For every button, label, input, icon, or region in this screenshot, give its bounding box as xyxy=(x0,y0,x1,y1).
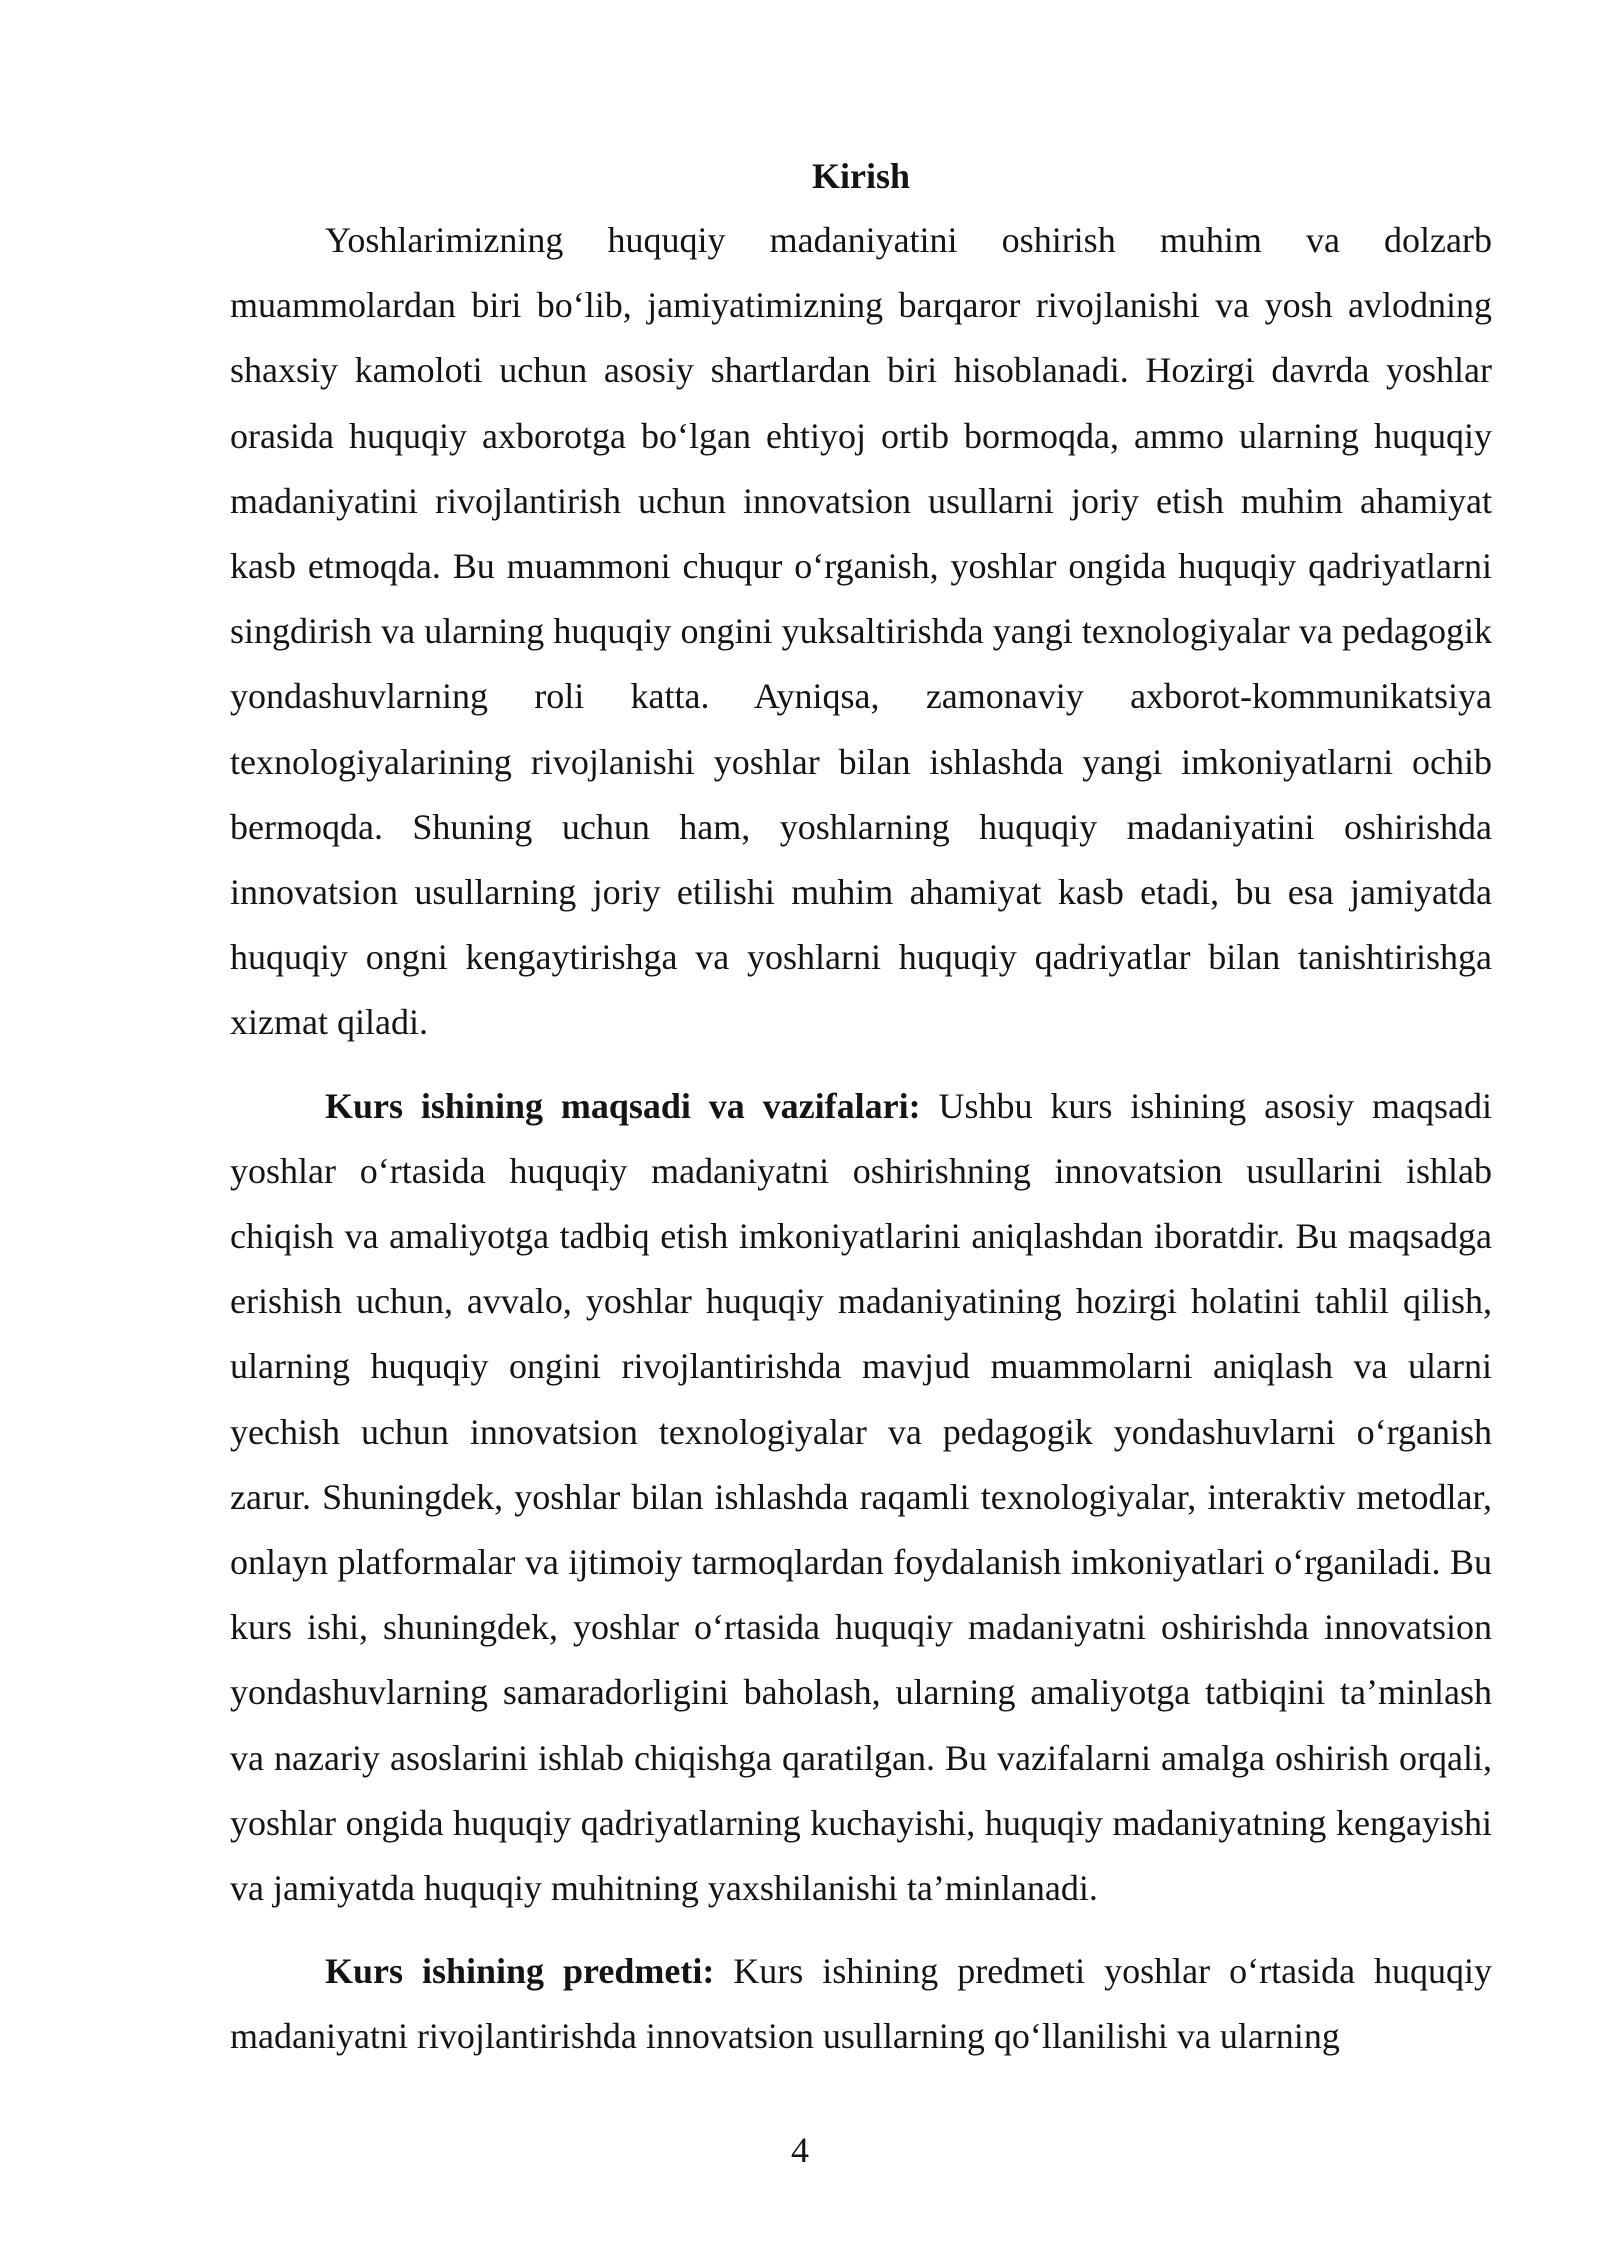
paragraph-text: Ushbu kurs ishining asosiy maqsadi yoshlar o‘rtasida huquqiy madaniyatni oshirishning innovatsion usullarini ishlab chiqish va amaliyotga tadbiq etish imkoniyatlarini aniqlashdan iboratdir. Bu maqsadga erishish uchun, avvalo, yoshlar huquqiy madaniyatining hozirgi holatini tahlil qilish, ularning huquqiy ongini rivojlantirishda mavjud muammolarni aniqlash va ularni yechish uchun innovatsion texnologiyalar va pedagogik yondashuvlarni o‘rganish zarur. Shuningdek, yoshlar bilan ishlashda raqamli texnologiyalar, interaktiv metodlar, onlayn platformalar va ijtimoiy tarmoqlardan foydalanish imkoniyatlari o‘rganiladi. Bu kurs ishi, shuningdek, yoshlar o‘rtasida huquqiy madaniyatni oshirishda innovatsion yondashuvlarning samaradorligini baholash, ularning amaliyotga tatbiqini ta’minlash va nazariy asoslarini ishlab chiqishga qaratilgan. Bu vazifalarni amalga oshirish orqali, yoshlar ongida huquqiy qadriyatlarning kuchayishi, huquqiy madaniyatning kengayishi va jamiyatda huquqiy muhitning yaxshilanishi ta’minlanadi. xyxy=(230,1085,1493,1909)
paragraph-lead: Kurs ishining predmeti: xyxy=(325,1951,715,1992)
paragraph-text: Yoshlarimizning huquqiy madaniyatini oshirish muhim va dolzarb muammolardan biri bo‘lib, jamiyatimizning barqaror rivojlanishi va yosh avlodning shaxsiy kamoloti uchun asosiy shartlardan biri hisoblanadi. Hozirgi davrda yoshlar orasida huquqiy axborotga bo‘lgan ehtiyoj ortib bormoqda, ammo ularning huquqiy madaniyatini rivojlantirish uchun innovatsion usullarni joriy etish muhim ahamiyat kasb etmoqda. Bu muammoni chuqur o‘rganish, yoshlar ongida huquqiy qadriyatlarni singdirish va ularning huquqiy ongini yuksaltirishda yangi texnologiyalar va pedagogik yondashuvlarning roli katta. Ayniqsa, zamonaviy axborot-kommunikatsiya texnologiyalarining rivojlanishi yoshlar bilan ishlashda yangi imkoniyatlarni ochib bermoqda. Shuning uchun ham, yoshlarning huquqiy madaniyatini oshirishda innovatsion usullarning joriy etilishi muhim ahamiyat kasb etadi, bu esa jamiyatda huquqiy ongni kengaytirishga va yoshlarni huquqiy qadriyatlar bilan tanishtirishga xizmat qiladi. xyxy=(230,220,1492,1043)
paragraph-lead: Kurs ishining maqsadi va vazifalari: xyxy=(325,1085,921,1126)
paragraph-introduction xyxy=(230,208,1492,1056)
paragraph-goals xyxy=(230,1074,1492,1922)
page-number: 4 xyxy=(791,2130,809,2170)
section-heading: Kirish xyxy=(811,156,910,196)
page-content xyxy=(230,150,1492,2070)
paragraph-subject xyxy=(230,1939,1492,2069)
paragraph-text: Kurs ishining predmeti yoshlar o‘rtasida huquqiy madaniyatni rivojlantirishda innovatsion usullarning qo‘llanilishi va ularning xyxy=(230,1951,1493,2057)
